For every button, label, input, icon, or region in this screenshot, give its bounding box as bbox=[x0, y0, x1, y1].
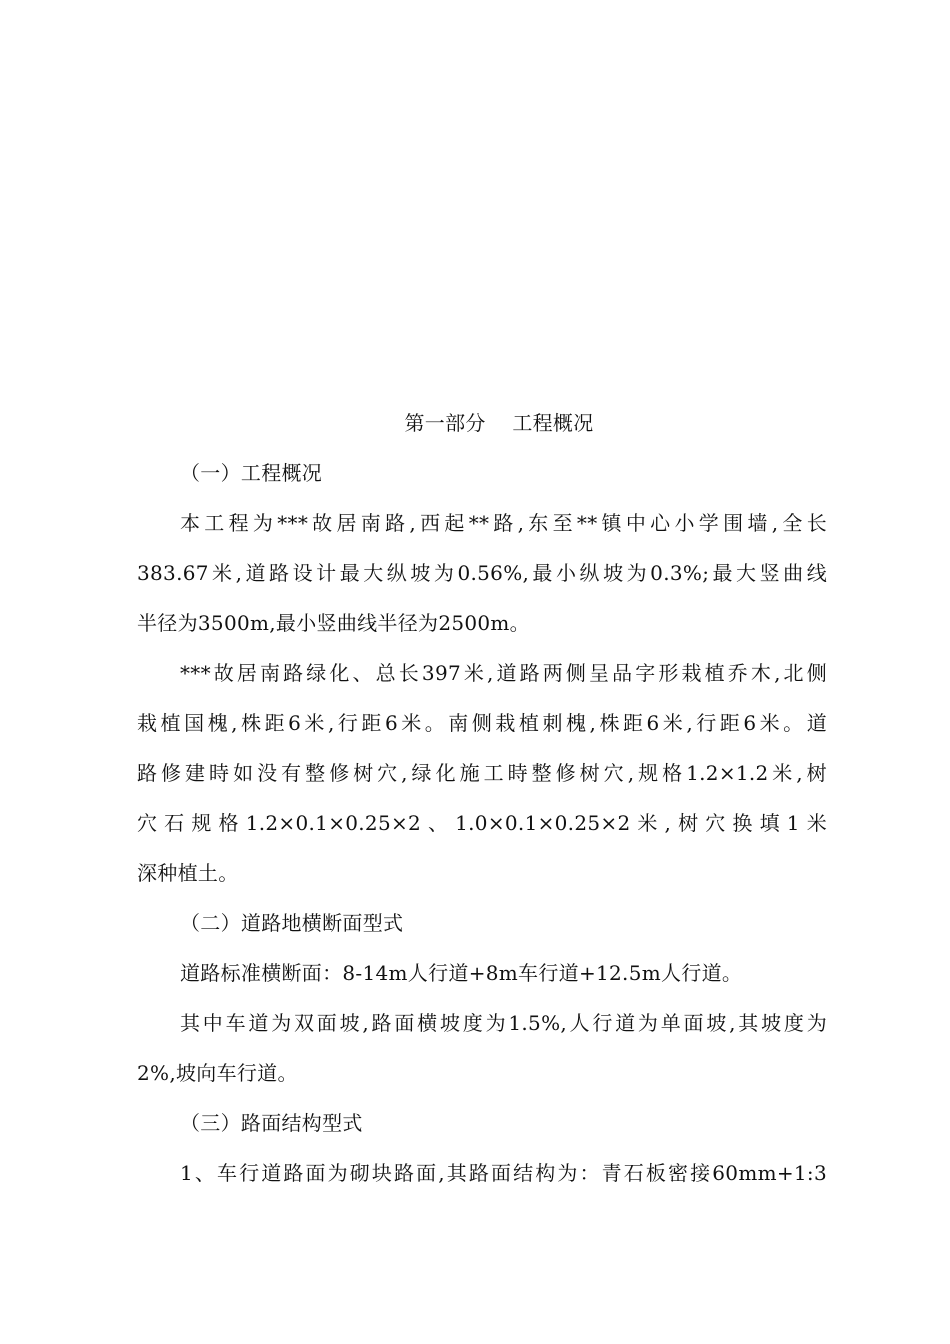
paragraph-line: 其中车道为双面坡,路面横坡度为1.5%,人行道为单面坡,其坡度为 bbox=[180, 1011, 827, 1035]
paragraph-line: 深种植土。 bbox=[137, 861, 239, 885]
paragraph-line: ***故居南路绿化、总长397米,道路两侧呈品字形栽植乔木,北侧 bbox=[180, 661, 827, 685]
paragraph-line: 半径为3500m,最小竖曲线半径为2500m。 bbox=[137, 611, 530, 635]
paragraph-line: 本工程为***故居南路,西起**路,东至**镇中心小学围墙,全长 bbox=[180, 511, 827, 535]
paragraph-line: 383.67米,道路设计最大纵坡为0.56%,最小纵坡为0.3%;最大竖曲线 bbox=[137, 561, 827, 585]
page-title: 第一部分 工程概况 bbox=[404, 411, 594, 435]
section-heading-2: （二）道路地横断面型式 bbox=[180, 911, 404, 935]
section-heading-1: （一）工程概况 bbox=[180, 461, 323, 485]
paragraph-line: 2%,坡向车行道。 bbox=[137, 1061, 298, 1085]
paragraph-line: 1、车行道路面为砌块路面,其路面结构为：青石板密接60mm+1:3 bbox=[180, 1161, 827, 1185]
paragraph-line: 穴石规格1.2×0.1×0.25×2、1.0×0.1×0.25×2米,树穴换填1米 bbox=[137, 811, 827, 835]
section-heading-3: （三）路面结构型式 bbox=[180, 1111, 363, 1135]
paragraph-line: 栽植国槐,株距6米,行距6米。南侧栽植刺槐,株距6米,行距6米。道 bbox=[137, 711, 827, 735]
paragraph-line: 道路标准横断面：8-14m人行道+8m车行道+12.5m人行道。 bbox=[180, 961, 743, 985]
paragraph-line: 路修建時如没有整修树穴,绿化施工時整修树穴,规格1.2×1.2米,树 bbox=[137, 761, 827, 785]
